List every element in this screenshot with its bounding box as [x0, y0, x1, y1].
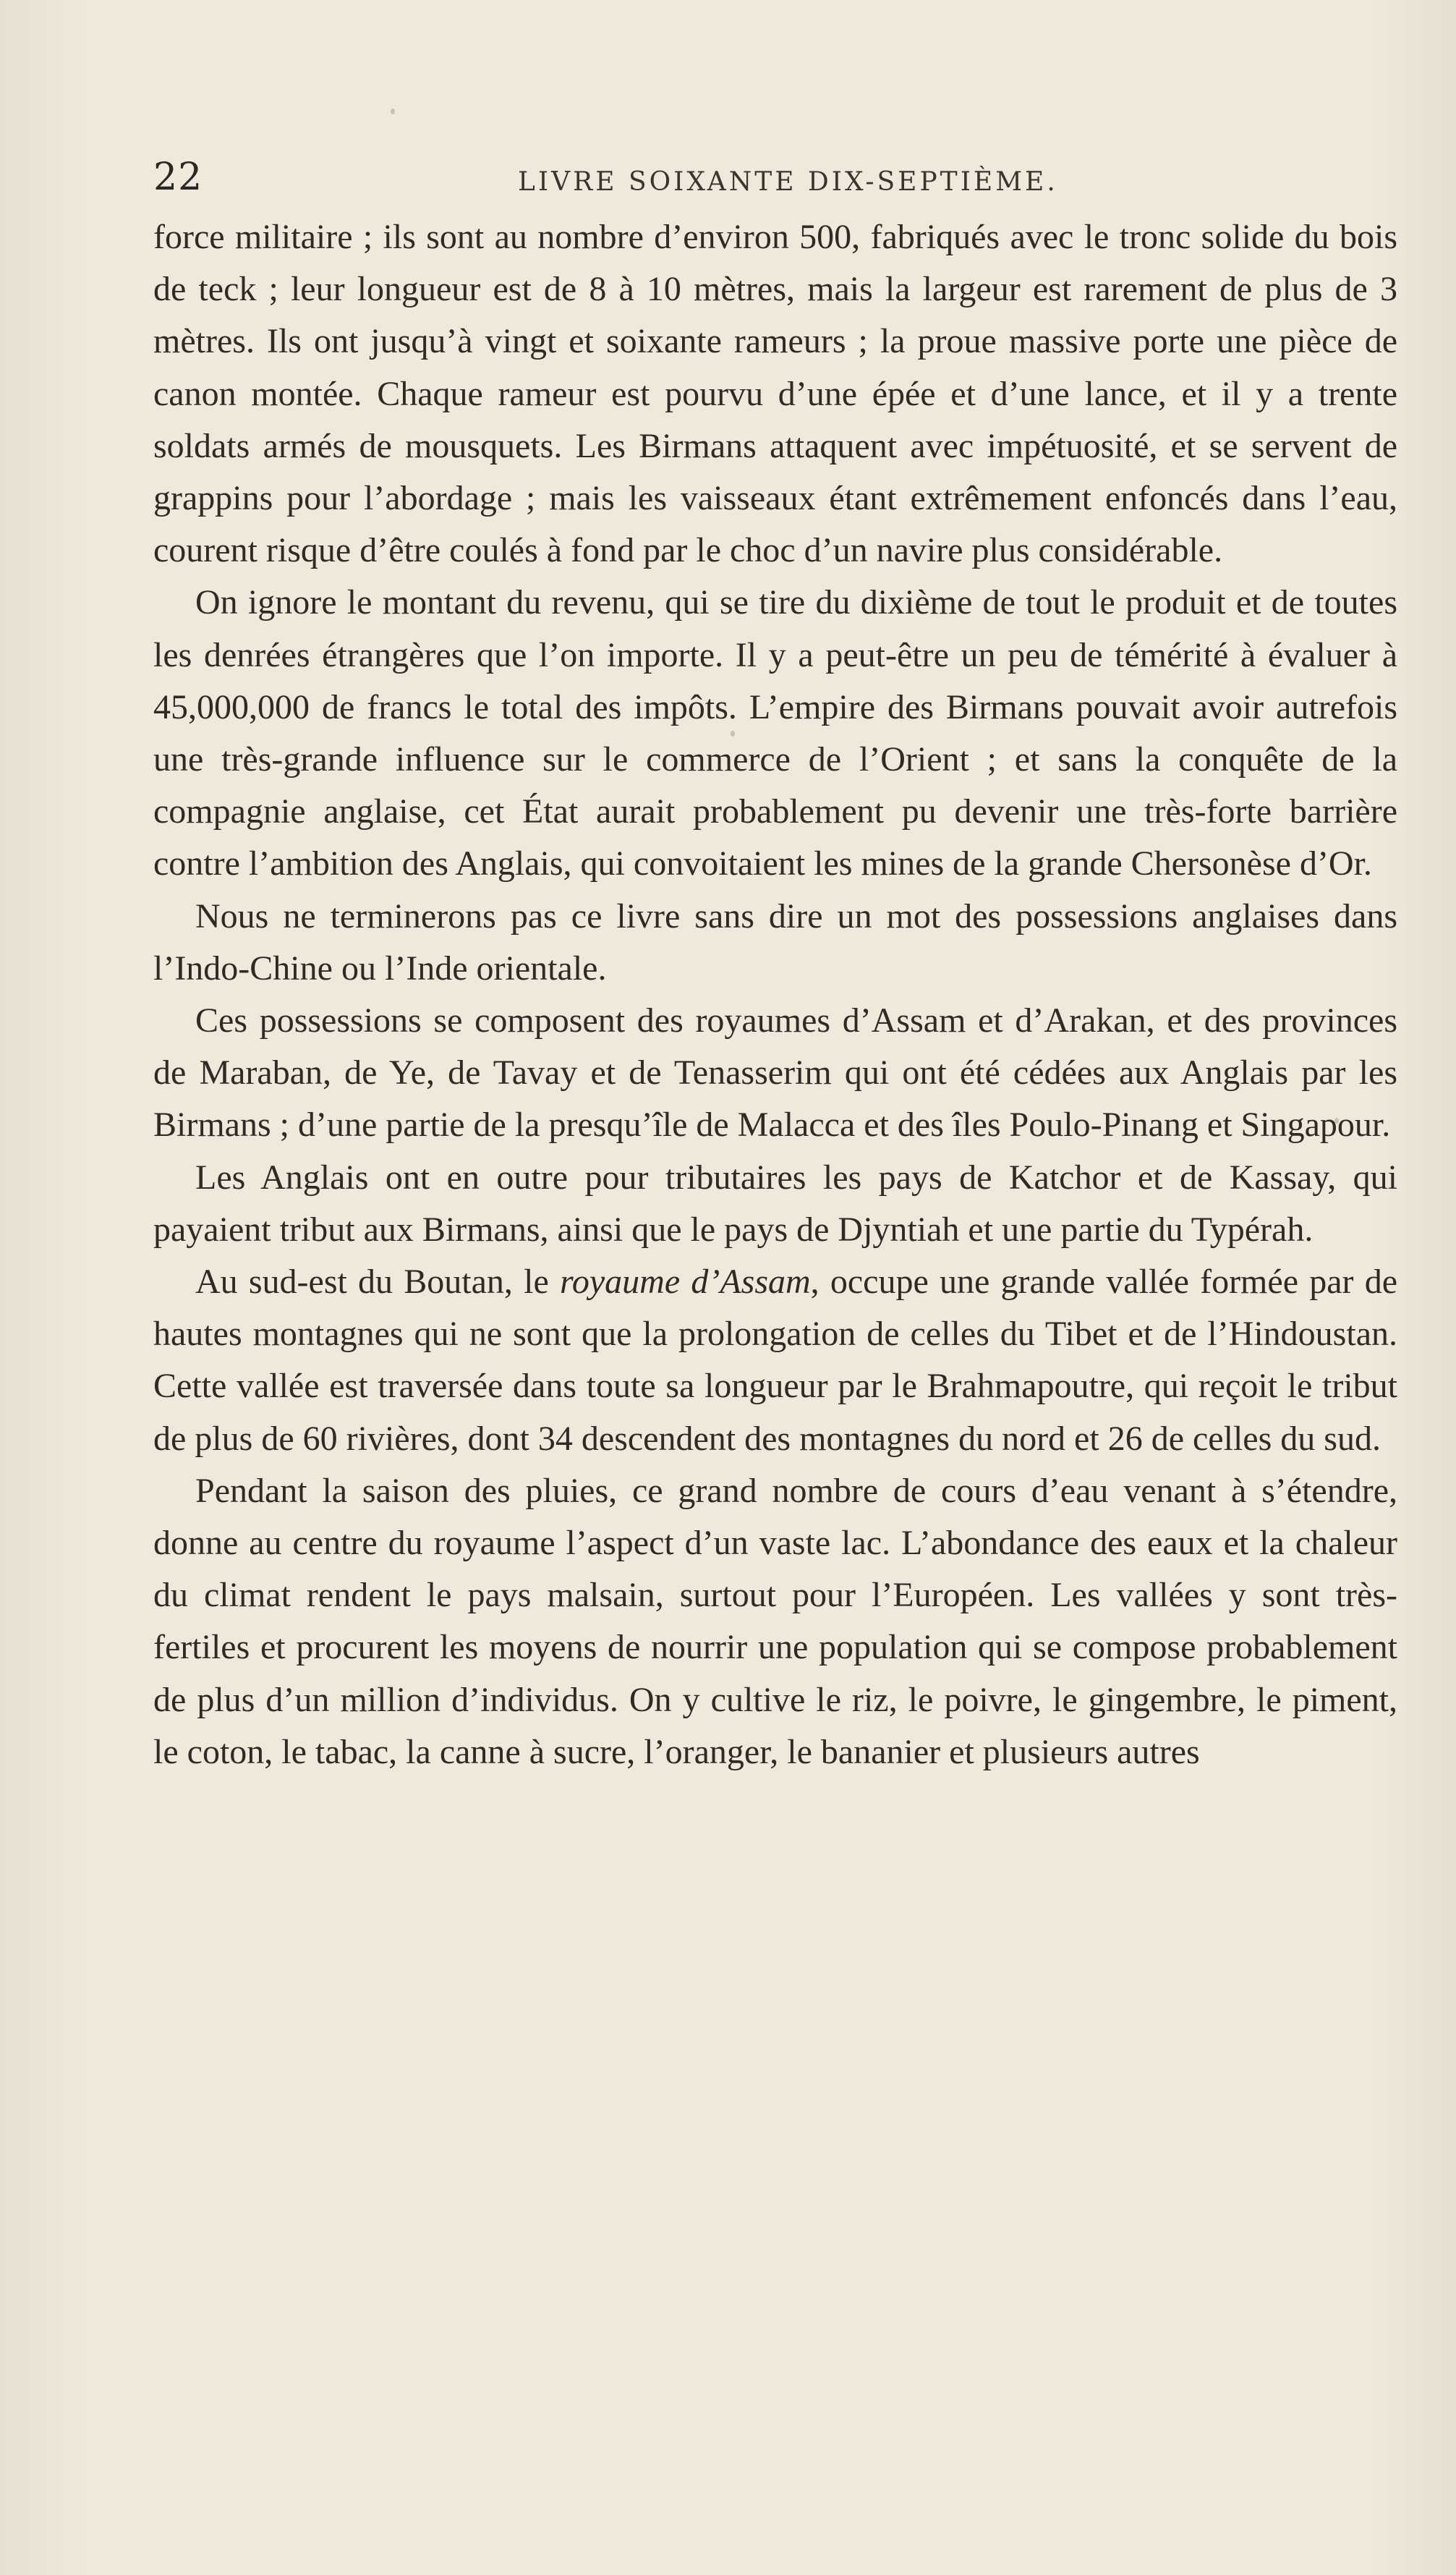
running-head: LIVRE SOIXANTE DIX-SEPTIÈME. [518, 167, 1058, 197]
paragraph-possessions-list: Ces possessions se composent des royaumes d’Assam et d’Arakan, et des provinces de Maraban, de Ye, de Tavay et de Tenasserim qui ont été cédées aux Anglais par les Birmans ; d’une partie de la presqu’île de Malacca et des îles Poulo-Pinang et Singapour. [153, 1001, 1397, 1145]
assam-emphasis: royaume d’Assam [559, 1263, 811, 1302]
assam-text-before: Au sud-est du Boutan, le [195, 1263, 560, 1302]
paragraph-rainy-season: Pendant la saison des pluies, ce grand nombre de cours d’eau venant à s’étendre, donne au centre du royaume l’aspect d’un vaste lac. L’abondance des eaux et la chaleur du climat rendent le pays malsain, surtout pour l’Européen. Les vallées y sont très-fertiles et procurent les moyens de nourrir une population qui se compose probablement de plus d’un million d’individus. On y cultive le riz, le poivre, le gingembre, le piment, le coton, le tabac, la canne à sucre, l’oranger, le bananier et plusieurs autres [153, 1471, 1397, 1771]
page-header [153, 156, 1397, 206]
assam-text-after: , occupe une grande vallée formée par de hautes montagnes qui ne sont que la prolongation de celles du Tibet et de l’Hindoustan. Cette vallée est traversée dans toute sa longueur par le Brahmapoutre, qui reçoit le tribut de plus de 60 rivières, dont 34 descendent des montagnes du nord et 26 de celles du sud. [153, 1263, 1397, 1458]
paragraph-english-possessions-intro: Nous ne terminerons pas ce livre sans dire un mot des possessions anglaises dans l’Indo-Chine ou l’Inde orientale. [153, 896, 1397, 988]
body-text [153, 211, 1397, 1778]
page-number: 22 [153, 156, 203, 199]
paragraph-military-force: force militaire ; ils sont au nombre d’environ 500, fabriqués avec le tronc solide du bois de teck ; leur longueur est de 8 à 10 mètres, mais la largeur est rarement de plus de 3 mètres. Ils ont jusqu’à vingt et soixante rameurs ; la proue massive porte une pièce de canon montée. Chaque rameur est pourvu d’une épée et d’une lance, et il y a trente soldats armés de mousquets. Les Birmans attaquent avec impétuosité, et se servent de grappins pour l’abordage ; mais les vaisseaux étant extrêmement enfoncés dans l’eau, courent risque d’être coulés à fond par le choc d’un navire plus considérable. [153, 218, 1397, 570]
paper-speck [391, 109, 395, 114]
paragraph-assam [153, 1256, 1397, 1465]
paragraph-revenue: On ignore le montant du revenu, qui se tire du dixième de tout le produit et de toutes les denrées étrangères que l’on importe. Il y a peut-être un peu de témérité à évaluer à 45,000,000 de francs le total des impôts. L’empire des Birmans pouvait avoir autrefois une très-grande influence sur le commerce de l’Orient ; et sans la conquête de la compagnie anglaise, cet État aurait probablement pu devenir une très-forte barrière contre l’ambition des Anglais, qui convoitaient les mines de la grande Chersonèse d’Or. [153, 583, 1397, 883]
paragraph-tributaries: Les Anglais ont en outre pour tributaires les pays de Katchor et de Kassay, qui payaient tribut aux Birmans, ainsi que le pays de Djyntiah et une partie du Typérah. [153, 1158, 1397, 1249]
